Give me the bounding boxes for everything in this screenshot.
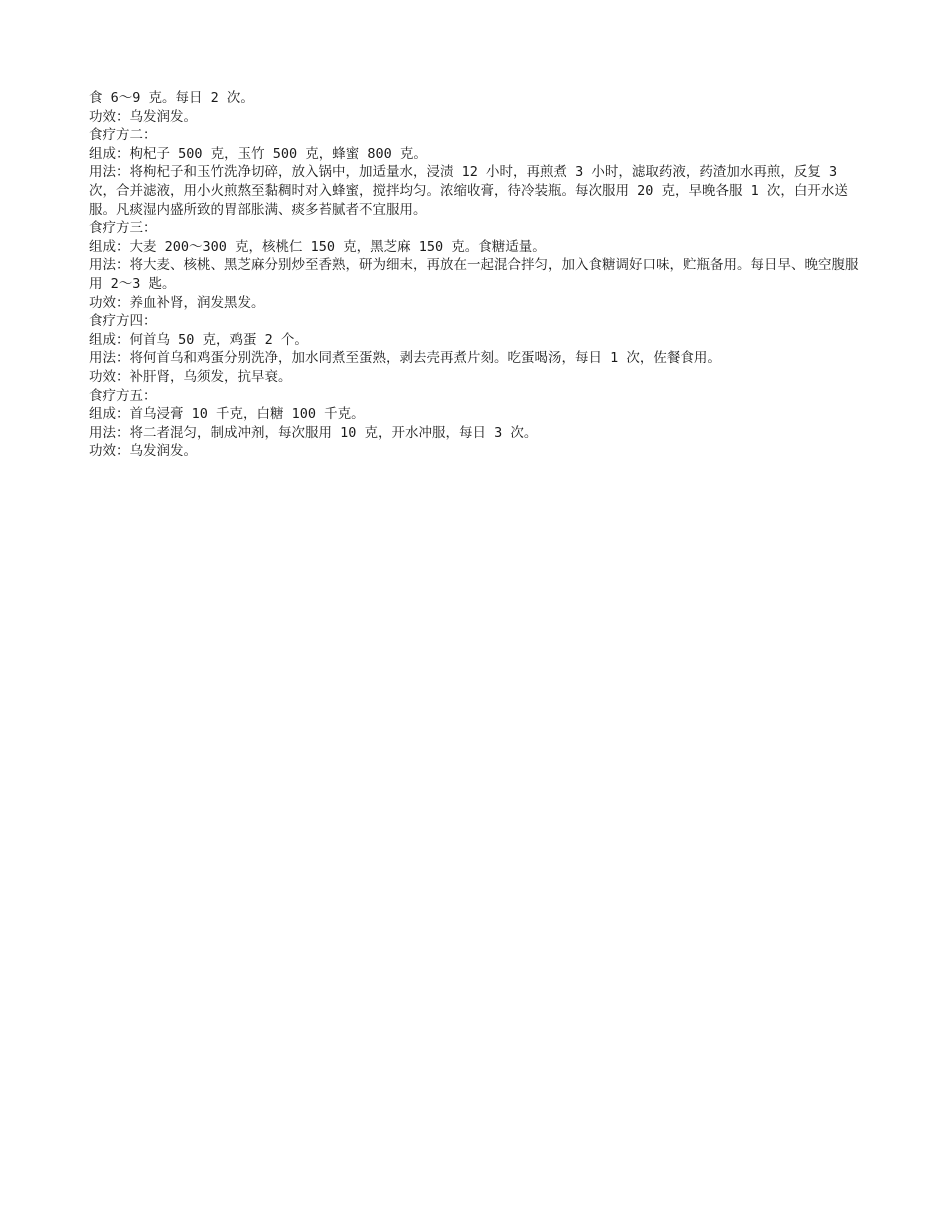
document-page xyxy=(89,89,869,461)
recipe-heading-4: 食疗方四： xyxy=(89,313,157,330)
recipe-4-usage: 用法：将何首乌和鸡蛋分别洗净，加水同煮至蛋熟，剥去壳再煮片刻。吃蛋喝汤，每日 1 次，佐餐食用。 xyxy=(89,350,721,367)
recipe-dosage-line: 食 6～9 克。每日 2 次。 xyxy=(89,90,254,106)
recipe-4-ingredients: 组成：何首乌 50 克，鸡蛋 2 个。 xyxy=(89,331,308,348)
recipe-heading-3: 食疗方三： xyxy=(89,220,157,237)
recipe-5-usage: 用法：将二者混匀，制成冲剂，每次服用 10 克，开水冲服，每日 3 次。 xyxy=(89,424,538,441)
recipe-heading-2: 食疗方二： xyxy=(89,127,157,144)
recipe-2-usage: 用法：将枸杞子和玉竹洗净切碎，放入锅中，加适量水，浸渍 12 小时，再煎煮 3 小时，滤取药液，药渣加水再煎，反复 3 次，合并滤液，用小火煎熬至黏稠时对入蜂蜜，搅拌均匀。浓缩收膏，待冷装瓶。每次服用 20 克，早晚各服 1 次，白开水送服。凡痰湿内盛所致的胃部胀满、痰多苔腻者不宜服用。 xyxy=(89,164,848,218)
recipe-3-usage: 用法：将大麦、核桃、黑芝麻分别炒至香熟，研为细末，再放在一起混合拌匀，加入食糖调好口味，贮瓶备用。每日早、晚空腹服用 2～3 匙。 xyxy=(89,257,859,292)
recipe-3-effect: 功效：养血补肾，润发黑发。 xyxy=(89,294,265,311)
recipe-2-ingredients: 组成：枸杞子 500 克，玉竹 500 克，蜂蜜 800 克。 xyxy=(89,145,427,162)
recipe-effect-line: 功效：乌发润发。 xyxy=(89,108,197,125)
recipe-4-effect: 功效：补肝肾，乌须发，抗早衰。 xyxy=(89,368,292,385)
recipe-5-ingredients: 组成：首乌浸膏 10 千克，白糖 100 千克。 xyxy=(89,406,365,423)
recipe-5-effect: 功效：乌发润发。 xyxy=(89,443,197,460)
recipe-heading-5: 食疗方五： xyxy=(89,387,157,404)
recipe-3-ingredients: 组成：大麦 200～300 克，核桃仁 150 克，黑芝麻 150 克。食糖适量。 xyxy=(89,238,546,255)
